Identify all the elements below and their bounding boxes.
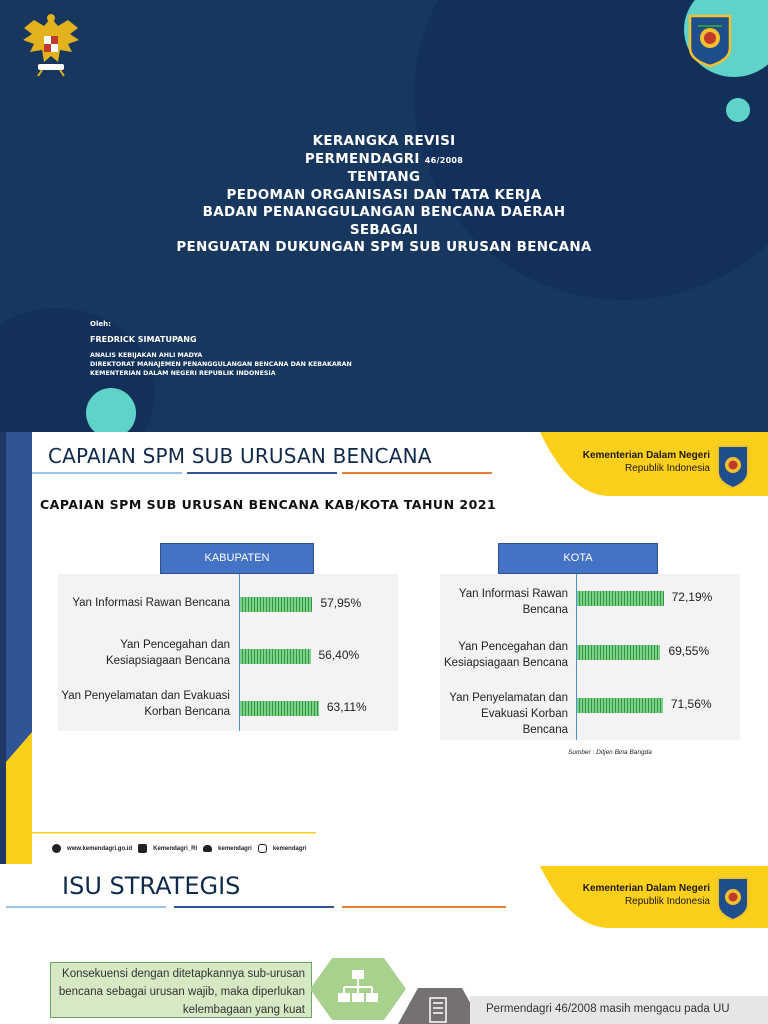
kabupaten-value-2: 56,40% (318, 648, 360, 662)
slide-title: ISU STRATEGIS (62, 872, 241, 900)
kabupaten-label-2: Yan Pencegahan dan Kesiapsiagaan Bencana (105, 639, 230, 667)
title-line: PEDOMAN ORGANISASI DAN TATA KERJA (226, 186, 542, 203)
kabupaten-chart-panel (58, 574, 398, 731)
kota-bar-1 (577, 591, 664, 606)
decor-circle-teal-bottom (86, 388, 136, 432)
country-name: Republik Indonesia (624, 463, 710, 474)
title-line: BADAN PENANGGULANGAN BENCANA DAERAH (202, 204, 566, 220)
kota-header: KOTA (498, 543, 658, 574)
title-line: KERANGKA REVISI (312, 133, 456, 149)
instagram-icon (258, 844, 267, 853)
role-line: ANALIS KEBIJAKAN AHLI MADYA (90, 352, 203, 359)
title-underline (6, 906, 506, 910)
ministry-label (510, 882, 710, 908)
kabupaten-label-3: Yan Penyelamatan dan Evakuasi Korban Bencana (61, 690, 230, 718)
kemendagri-logo-icon (686, 14, 734, 68)
author-roles (90, 351, 352, 378)
slide-title: CAPAIAN SPM SUB URUSAN BENCANA (48, 444, 432, 468)
ministry-name: Kementerian Dalam Negeri (582, 450, 710, 461)
website-link[interactable]: www.kemendagri.go.id (67, 845, 133, 852)
role-line: DIREKTORAT MANAJEMEN PENANGGULANGAN BENCANA DAN KEBAKARAN (90, 361, 352, 368)
kemendagri-logo-icon (715, 876, 751, 922)
role-line: KEMENTERIAN DALAM NEGERI REPUBLIK INDONESIA (90, 370, 276, 377)
ministry-label (510, 449, 710, 475)
title-line: TENTANG (347, 169, 421, 185)
kota-label-3: Yan Penyelamatan dan Evakuasi Korban Bencana (449, 692, 568, 736)
kota-value-2: 69,55% (668, 644, 710, 658)
kabupaten-value-1: 57,95% (320, 596, 362, 610)
kota-label-2: Yan Pencegahan dan Kesiapsiagaan Bencana (443, 641, 568, 669)
author-prefix: Oleh: (90, 320, 111, 328)
twitter-icon (203, 845, 212, 852)
footer-social (52, 844, 307, 853)
issue-box-2: Permendagri 46/2008 masih mengacu pada UU (470, 996, 768, 1024)
footer-divider (32, 832, 316, 834)
facebook-icon (138, 844, 147, 853)
presentation-title (0, 133, 768, 257)
twitter-link[interactable]: kemendagri (218, 845, 252, 852)
ministry-name: Kementerian Dalam Negeri (582, 883, 710, 894)
kota-value-1: 72,19% (671, 590, 713, 604)
title-line-number: 46/2008 (424, 155, 464, 165)
org-chart-icon (310, 958, 406, 1020)
author-name: FREDRICK SIMATUPANG (90, 335, 197, 344)
kota-bar-3 (577, 698, 663, 713)
kabupaten-label-1: Yan Informasi Rawan Bencana (72, 597, 230, 609)
title-slide (0, 0, 768, 432)
left-accent-bar (0, 432, 32, 864)
kabupaten-bar-1 (240, 597, 312, 612)
garuda-emblem-icon (20, 12, 82, 78)
kabupaten-bar-2 (240, 649, 311, 664)
title-line: PENGUATAN DUKUNGAN SPM SUB URUSAN BENCANA (176, 239, 592, 255)
strategic-issues-slide (0, 864, 768, 1024)
kota-label-1: Yan Informasi Rawan Bencana (458, 588, 568, 616)
kabupaten-header: KABUPATEN (160, 543, 314, 574)
title-underline (32, 472, 492, 476)
kabupaten-bar-3 (240, 701, 319, 716)
country-name: Republik Indonesia (624, 896, 710, 907)
instagram-link[interactable]: kemendagri (272, 845, 307, 852)
issue-box-1: Konsekuensi dengan ditetapkannya sub-urusan bencana sebagai urusan wajib, maka diperlukan kelembagaan yang kuat (50, 962, 312, 1018)
kota-bar-2 (577, 645, 660, 660)
kemendagri-logo-icon (715, 444, 751, 490)
title-line (0, 151, 768, 170)
kota-chart-panel (440, 574, 740, 740)
spm-achievement-slide (0, 432, 768, 864)
title-line-main: PERMENDAGRI (304, 150, 420, 167)
globe-icon (52, 844, 61, 853)
kota-value-3: 71,56% (670, 697, 712, 711)
title-line: SEBAGAI (349, 221, 419, 238)
facebook-link[interactable]: Kemendagri_RI (153, 845, 198, 852)
source-note: Sumber : Ditjen Bina Bangda (568, 749, 652, 756)
kabupaten-value-3: 63,11% (326, 700, 367, 714)
decor-dot-teal (726, 98, 750, 122)
chart-subtitle: CAPAIAN SPM SUB URUSAN BENCANA KAB/KOTA TAHUN 2021 (40, 497, 497, 512)
